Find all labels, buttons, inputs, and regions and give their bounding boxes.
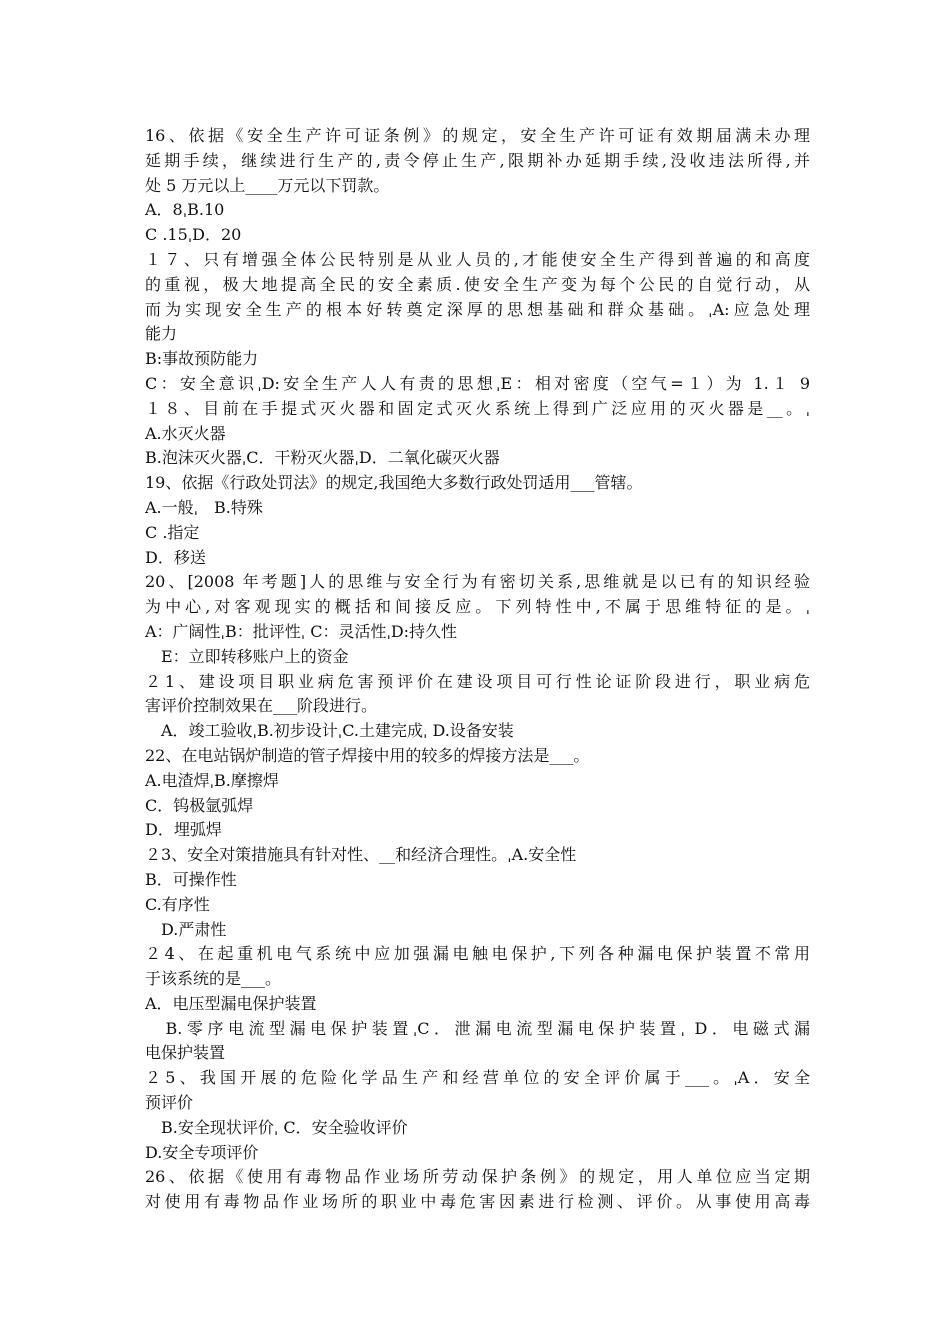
text-line: E：立即转移账户上的资金 [145, 646, 349, 666]
text-line: A．竣工验收ˌB.初步设计ˌC.土建完成ˌ D.设备安装 [145, 721, 514, 741]
text-line: 20、[2008 年考题]人的思维与安全行为有密切关系,思维就是以已有的知识经验 [145, 572, 810, 592]
text-line: 处 5 万元以上____万元以下罚款。 [145, 175, 390, 195]
text-line: C.有序性 [145, 894, 210, 914]
text-line: C．钨极氩弧焊 [145, 795, 254, 815]
text-line: 26、依据《使用有毒物品作业场所劳动保护条例》的规定，用人单位应当定期 [145, 1167, 810, 1187]
text-line: 害评价控制效果在___阶段进行。 [145, 696, 378, 716]
text-line: C：安全意识ˌD:安全生产人人有责的思想ˌE：相对密度（空气=１）为 1.１ 9 [145, 373, 810, 393]
text-line: 的重视，极大地提高全民的安全素质.使安全生产变为每个公民的自觉行动，从 [145, 274, 810, 294]
text-line: 22、在电站锅炉制造的管子焊接中用的较多的焊接方法是___。 [145, 745, 590, 765]
text-line: ２4、在起重机电气系统中应加强漏电触电保护,下列各种漏电保护装置不常用 [145, 944, 810, 964]
text-line: A．电压型漏电保护装置 [145, 993, 317, 1013]
text-line: 于该系统的是___。 [145, 969, 282, 989]
text-line: D．移送 [145, 547, 206, 567]
text-line: ２5、我国开展的危险化学品生产和经营单位的安全评价属于___。ˌA．安全 [145, 1068, 810, 1088]
text-line: B.安全现状评价ˌ C．安全验收评价 [145, 1117, 408, 1137]
text-line: A.一般ˌ B.特殊 [145, 497, 263, 517]
text-line: 16、依据《安全生产许可证条例》的规定，安全生产许可证有效期届满未办理 [145, 126, 810, 145]
text-line: 能力 [145, 324, 178, 344]
text-line: 而为实现安全生产的根本好转奠定深厚的思想基础和群众基础。ˌA:应急处理 [145, 299, 810, 319]
text-line: B:事故预防能力 [145, 349, 259, 369]
text-line: A.电渣焊ˌB.摩擦焊 [145, 770, 279, 790]
text-line: 预评价 [145, 1093, 194, 1113]
text-line: D.安全专项评价 [145, 1142, 259, 1162]
text-line: 延期手续，继续进行生产的,责令停止生产,限期补办延期手续,没收违法所得,并 [145, 150, 810, 170]
text-line: １７、只有增强全体公民特别是从业人员的,才能使安全生产得到普遍的和高度 [145, 249, 810, 269]
text-line: C .15ˌD．20 [145, 225, 242, 245]
text-line: ２1、建设项目职业病危害预评价在建设项目可行性论证阶段进行，职业病危 [145, 671, 810, 691]
text-line: B.零序电流型漏电保护装置ˌC．泄漏电流型漏电保护装置ˌ D．电磁式漏 [145, 1018, 810, 1038]
text-line: D．埋弧焊 [145, 820, 222, 840]
text-line: 为中心,对客观现实的概括和间接反应。下列特性中,不属于思维特征的是。ˌ [145, 597, 810, 617]
text-line: 电保护装置 [145, 1043, 226, 1063]
text-line: A.水灭火器 [145, 423, 226, 443]
text-line: D.严肃性 [145, 919, 227, 939]
text-line: C .指定 [145, 522, 200, 542]
text-line: １８、目前在手提式灭火器和固定式灭火系统上得到广泛应用的灭火器是__。ˌ [145, 398, 810, 418]
text-line: 19、依据《行政处罚法》的规定,我国绝大多数行政处罚适用___管辖。 [145, 473, 643, 493]
document-page [145, 124, 810, 1215]
text-line: ２3、安全对策措施具有针对性、__和经济合理性。ˌA.安全性 [145, 845, 577, 865]
text-line: B.泡沫灭火器ˌC．干粉灭火器ˌD．二氧化碳灭火器 [145, 448, 500, 468]
text-line: A：广阔性ˌB：批评性ˌ C：灵活性ˌD:持久性 [145, 621, 458, 641]
text-line: B．可操作性 [145, 869, 237, 889]
text-line: A．8ˌB.10 [145, 200, 225, 220]
text-line: 对使用有毒物品作业场所的职业中毒危害因素进行检测、评价。从事使用高毒 [145, 1192, 810, 1212]
